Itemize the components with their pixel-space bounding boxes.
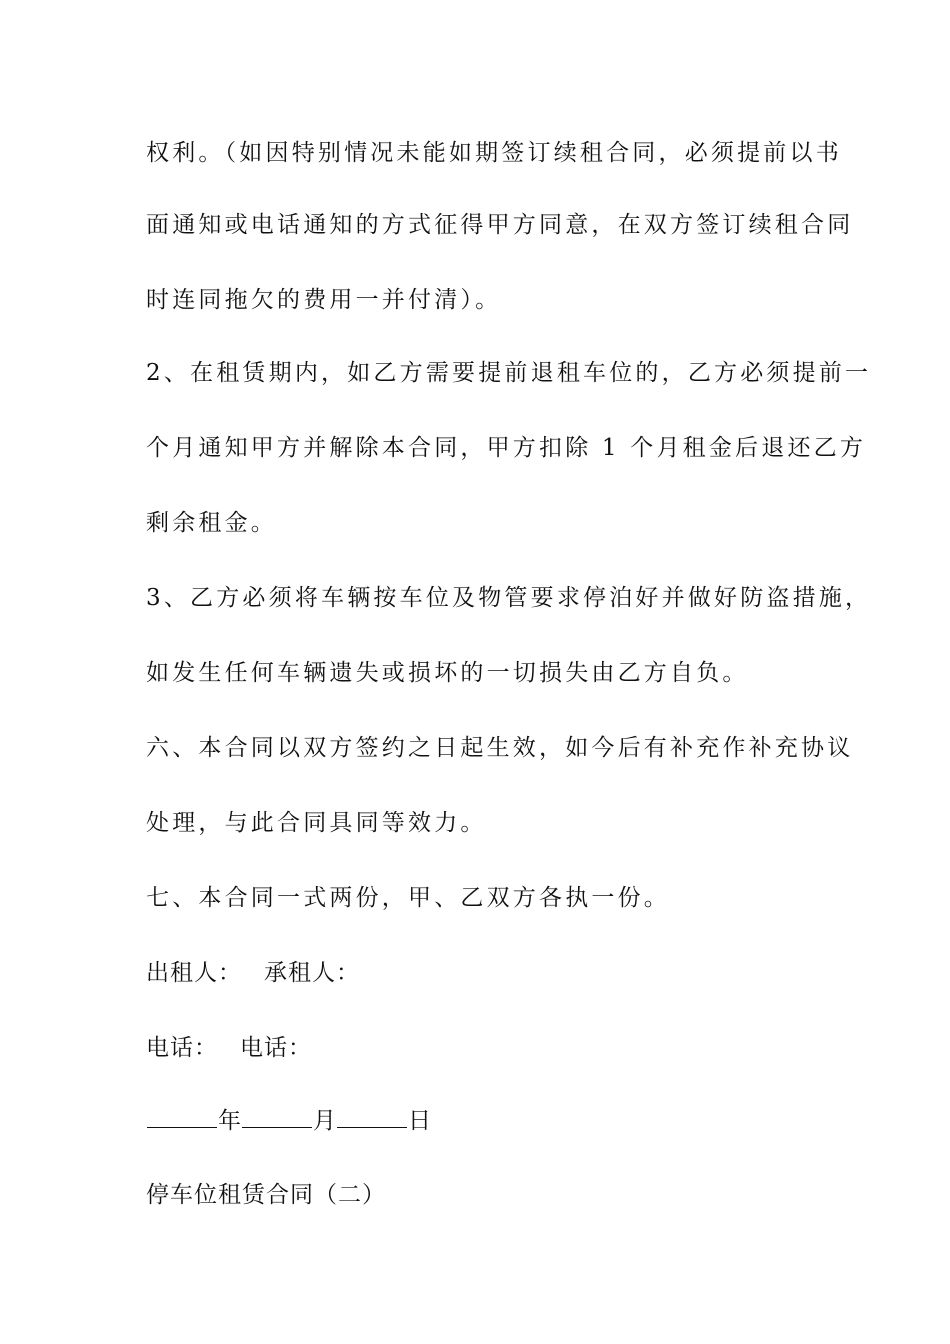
lessee-phone-label: 电话： [240, 1035, 312, 1061]
paragraph-line: 时连同拖欠的费用一并付清）。 [146, 287, 502, 313]
next-contract-title: 停车位租赁合同（二） [146, 1182, 386, 1208]
paragraph-line: 处理，与此合同具同等效力。 [146, 810, 487, 836]
day-blank [337, 1105, 407, 1128]
paragraph-line: 如发生任何车辆遗失或损坏的一切损失由乙方自负。 [146, 660, 749, 686]
paragraph-line: 七、本合同一式两份，甲、乙双方各执一份。 [146, 885, 670, 911]
month-blank [242, 1105, 312, 1128]
year-blank [147, 1105, 217, 1128]
lessor-label: 出租人： [146, 960, 242, 986]
signature-parties-line [146, 958, 806, 988]
paragraph-line: 面通知或电话通知的方式征得甲方同意，在双方签订续租合同 [146, 212, 854, 238]
day-label: 日 [408, 1108, 431, 1134]
year-label: 年 [218, 1108, 241, 1134]
paragraph-line: 剩余租金。 [146, 510, 277, 536]
paragraph-line: 权利。（如因特别情况未能如期签订续租合同，必须提前以书 [146, 140, 842, 166]
paragraph-line: 3、乙方必须将车辆按车位及物管要求停泊好并做好防盗措施， [146, 585, 872, 611]
month-label: 月 [313, 1108, 336, 1134]
signature-phone-line [146, 1033, 806, 1063]
lessor-phone-label: 电话： [146, 1035, 218, 1061]
date-line [146, 1105, 806, 1136]
paragraph-line: 个月通知甲方并解除本合同，甲方扣除 1 个月租金后退还乙方 [146, 435, 867, 461]
paragraph-line: 2、在租赁期内，如乙方需要提前退租车位的，乙方必须提前一 [146, 360, 872, 386]
lessee-label: 承租人： [264, 960, 360, 986]
paragraph-line: 六、本合同以双方签约之日起生效，如今后有补充作补充协议 [146, 735, 854, 761]
